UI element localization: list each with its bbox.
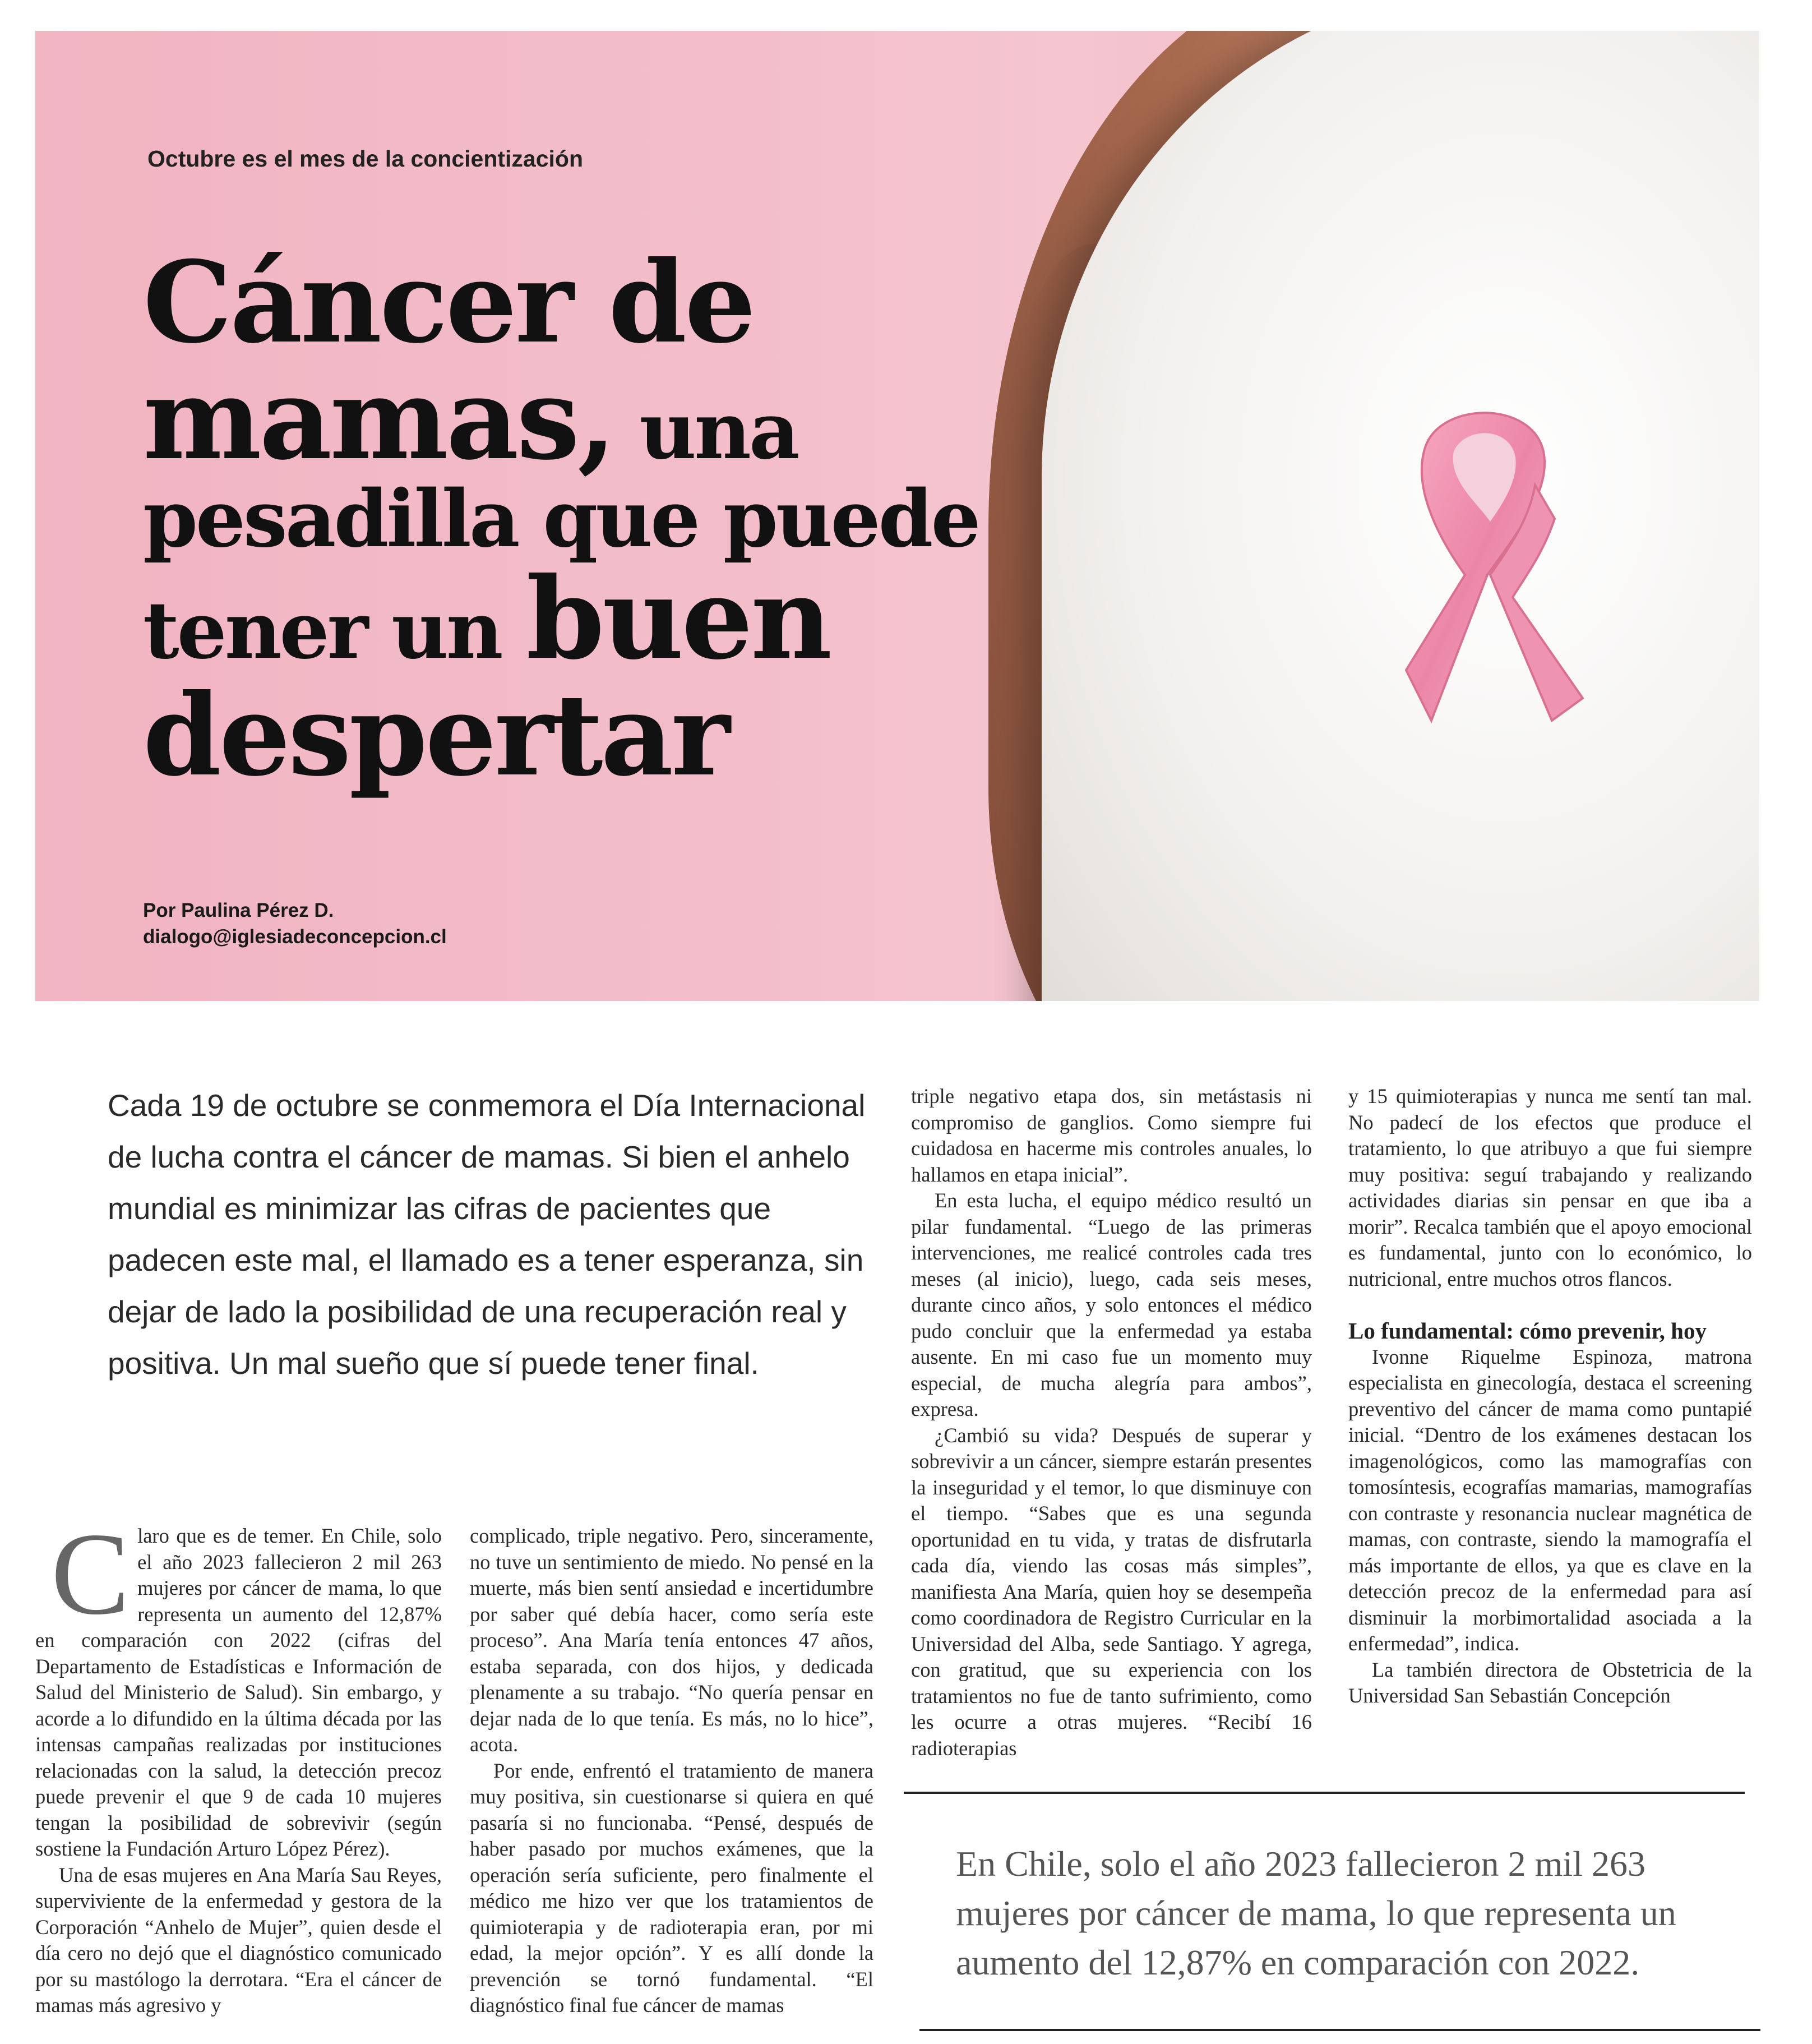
body-column-4 (1348, 1083, 1752, 1709)
body-paragraph: Una de esas mujeres en Ana María Sau Reyes, superviviente de la enfermedad y gestora de la Corporación “Anhelo de Mujer”, quien desde el día cero no dejó que el diagnóstico comunicado por su mastólogo la derrotara. “Era el cáncer de mamas más agresivo y (35, 1863, 442, 2017)
pull-quote-bottom-rule (919, 2029, 1760, 2031)
body-paragraph (35, 1509, 442, 1862)
body-paragraph: y 15 quimioterapias y nunca me sentí tan mal. No padecí de los efectos que produce el tratamiento, lo que atribuyo a que fui siempre muy positiva: seguí trabajando y realizando actividades diarias sin pensar en que iba a morir”. Recalca también que el apoyo emocional es fundamental, junto con lo económico, lo nutricional, entre muchos otros flancos. (1348, 1085, 1752, 1290)
body-paragraph: Por ende, enfrentó el tratamiento de manera muy positiva, sin cuestionarse si quiera en qué pasaría si no funcionaba. “Pensé, después de haber pasado por muchos exámenes, que la operación sería suficiente, pero finalmente el médico me hizo ver que los tratamientos de quimioterapia y de radioterapia eran, por mi edad, la mejor opción”. Y es allí donde la prevención se tornó fundamental. “El diagnóstico final fue cáncer de mamas (470, 1759, 873, 2017)
body-column-2 (470, 1523, 873, 2019)
body-paragraph: Ivonne Riquelme Espinoza, matrona especialista en ginecología, destaca el screening preventivo del cáncer de mama como puntapié inicial. “Dentro de los exámenes destacan los imagenológicos, como las mamografías con tomosíntesis, ecografías mamarias, mamografías con contraste y resonancia nuclear magnética de mamas, con contraste, siendo la mamografía el más importante de ellos, ya que es clave en la detección precoz de la enfermedad para así disminuir la morbimortalidad asociada a la enfermedad”, indica. (1348, 1345, 1752, 1655)
headline-line: mamas, (143, 353, 614, 485)
body-text: laro que es de temer. En Chile, solo el año 2023 fallecieron 2 mil 263 mujeres por cáncer de mama, lo que representa un aumento del 12,87% en comparación con 2022 (cifras del Departamento de Estadísticas e Información de Salud del Ministerio de Salud). Sin embargo, y acorde a lo difundido en la última década por las intensas campañas realizadas por instituciones relacionadas con la salud, la detección precoz puede prevenir el que 9 de cada 10 mujeres tengan la posibilidad de sobrevivir (según sostiene la Fundación Arturo López Pérez). (35, 1524, 442, 1860)
headline (143, 237, 984, 801)
headline-line: Cáncer de (143, 237, 754, 368)
section-subhead: Lo fundamental: cómo prevenir, hoy (1348, 1318, 1707, 1344)
headline-line: una (614, 385, 798, 477)
headline-line: tener un (143, 585, 526, 677)
byline (143, 897, 447, 951)
kicker: Octubre es el mes de la concientización (147, 146, 583, 172)
body-column-1 (35, 1509, 442, 2019)
headline-line: pesadilla que puede (143, 473, 979, 565)
body-paragraph: En esta lucha, el equipo médico resultó un pilar fundamental. “Luego de las primeras intervenciones, me realicé controles cada tres meses (al inicio), luego, cada seis meses, durante cinco años, y solo entonces el médico pudo concluir que la enfermedad ya estaba ausente. En mi caso fue un momento muy especial, de mucha alegría para ambos”, expresa. (911, 1189, 1312, 1420)
body-paragraph: complicado, triple negativo. Pero, sinceramente, no tuve un sentimiento de miedo. No pensé en la muerte, más bien sentí ansiedad e incertidumbre por saber qué debía hacer, como sería este proceso”. Ana María tenía entonces 47 años, estaba separada, con dos hijos, y dedicada plenamente a su trabajo. “No quería pensar en dejar nada de lo que tenía. Es más, no lo hice”, acota. (470, 1524, 873, 1756)
drop-cap: C (51, 1509, 130, 1639)
body-paragraph: ¿Cambió su vida? Después de superar y sobrevivir a un cáncer, siempre estarán presentes la inseguridad y el temor, lo que disminuye con el tiempo. “Sabes que es una segunda oportunidad en tu vida, y tratas de disfrutarla cada día, viendo las cosas más simples”, manifiesta Ana María, quien hoy se desempeña como coordinadora de Registro Curricular en la Universidad del Alba, sede Santiago. Y agrega, con gratitud, que su experiencia con los tratamientos no fue de tanto sufrimiento, como les ocurre a otras mujeres. “Recibí 16 radioterapias (911, 1423, 1312, 1760)
body-column-3 (911, 1083, 1312, 1761)
lead-paragraph: Cada 19 de octubre se conmemora el Día Internacional de lucha contra el cáncer de mamas. Si bien el anhelo mundial es minimizar las cifras de pacientes que padecen este mal, el llamado es a tener esperanza, sin dejar de lado la posibilidad de una recuperación real y positiva. Un mal sueño que sí puede tener final. (108, 1088, 866, 1381)
body-paragraph: La también directora de Obstetricia de la Universidad San Sebastián Concepción (1348, 1658, 1752, 1707)
author-email[interactable]: dialogo@iglesiadeconcepcion.cl (143, 926, 447, 948)
pull-quote: En Chile, solo el año 2023 fallecieron 2 mil 263 mujeres por cáncer de mama, lo que representa un aumento del 12,87% en comparación con 2022. (956, 1844, 1676, 1982)
headline-line: buen (526, 553, 830, 685)
author-name: Por Paulina Pérez D. (143, 899, 334, 921)
hero-banner (35, 31, 1759, 1001)
pull-quote-top-rule (904, 1792, 1745, 1794)
pink-ribbon-icon (1392, 407, 1594, 737)
headline-line: despertar (143, 670, 728, 801)
body-paragraph: triple negativo etapa dos, sin metástasis ni compromiso de ganglios. Como siempre fui cuidadosa en hacerme mis controles anuales, lo hallamos en etapa inicial”. (911, 1085, 1312, 1186)
